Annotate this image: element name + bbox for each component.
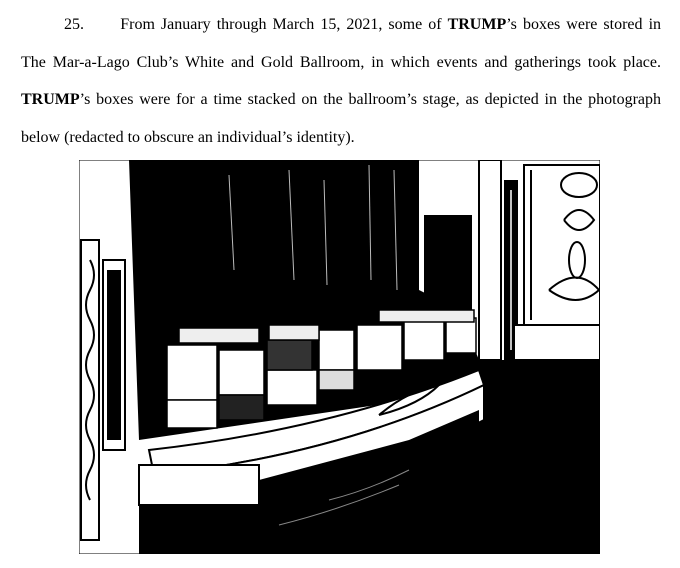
paragraph-25 [21, 6, 661, 156]
paragraph-line-3 [21, 81, 661, 119]
trump-bold-2: TRUMP [21, 91, 80, 108]
line1-text: From January through March 15, 2021, some of [120, 16, 448, 33]
paragraph-number: 25. [64, 16, 84, 33]
line3-text: ’s boxes were for a time stacked on the ballroom’s stage, as depicted in the photograph [79, 91, 661, 108]
ballroom-stage-photo [79, 160, 600, 554]
paragraph-line-1 [21, 6, 661, 44]
line1-end: ’s boxes were stored in [506, 16, 662, 33]
trump-bold-1: TRUMP [447, 16, 507, 33]
paragraph-line-4: below (redacted to obscure an individual’s identity). [21, 128, 355, 146]
paragraph-line-2: The Mar-a-Lago Club’s White and Gold Ballroom, in which events and gatherings took place. [21, 53, 661, 71]
